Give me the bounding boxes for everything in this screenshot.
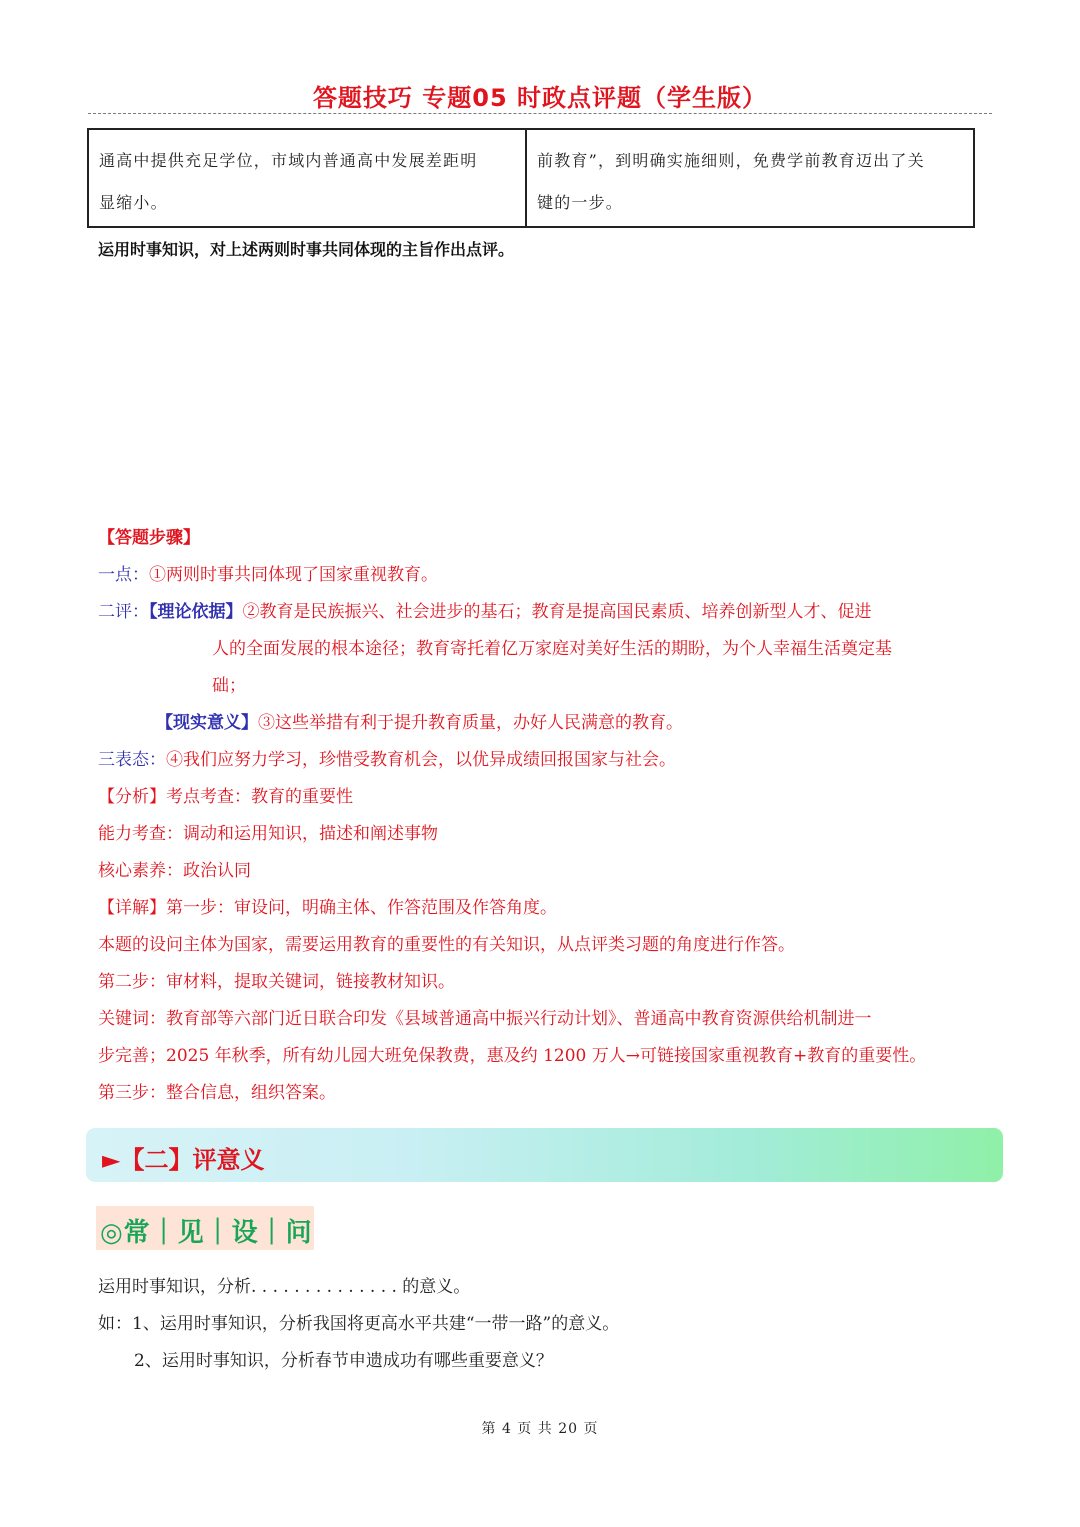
theory-line2: 人的全面发展的根本途径；教育寄托着亿万家庭对美好生活的期盼，为个人幸福生活奠定基 [212,639,892,659]
common-questions-tag [96,1206,314,1250]
xiangjie-label: 【详解】 [98,898,166,918]
xiangjie-text: 第一步：审设问，明确主体、作答范围及作答角度。 [166,898,557,918]
steps-heading: 【答题步骤】 [98,528,200,548]
table-cell-right-line1: 前教育”，到明确实施细则，免费学前教育迈出了关 [537,151,925,170]
question-prompt: 运用时事知识，对上述两则时事共同体现的主旨作出点评。 [98,240,515,259]
reality-label: 【现实意义】 [156,713,258,733]
yidian-label: 一点： [98,565,149,585]
section-banner-title: ►【二】评意义 [102,1146,265,1174]
analysis-line [98,779,353,816]
theory-line1: ②教育是民族振兴、社会进步的基石；教育是提高国民素质、培养创新型人才、促进 [242,602,872,622]
yidian-text: ①两则时事共同体现了国家重视教育。 [149,565,438,585]
sanbiao-text: ④我们应努力学习，珍惜受教育机会，以优异成绩回报国家与社会。 [166,750,676,770]
table-cell-left-line2: 显缩小。 [99,193,168,212]
detail-line [98,890,557,927]
question-example-2: 2、运用时事知识，分析春节申遗成功有哪些重要意义？ [134,1351,553,1371]
keywords-line1: 关键词：教育部等六部门近日联合印发《县域普通高中振兴行动计划》、普通高中教育资源供给机制进一 [98,1009,872,1029]
fenxi-label: 【分析】 [98,787,166,807]
subject-line: 本题的设问主体为国家，需要运用教育的重要性的有关知识，从点评类习题的角度进行作答。 [98,935,795,955]
step-sanbiao [98,742,676,779]
erping-label: 二评： [98,602,149,622]
header-divider [88,113,992,114]
table-cell-left-line1: 通高中提供充足学位，市域内普通高中发展差距明 [99,151,478,170]
sanbiao-label: 三表态： [98,750,166,770]
question-template: 运用时事知识，分析. . . . . . . . . . . . . . 的意义。 [98,1277,471,1297]
ability-line: 能力考查：调动和运用知识，描述和阐述事物 [98,824,438,844]
table-cell-right-line2: 键的一步。 [537,193,624,212]
reality-text: ③这些举措有利于提升教育质量，办好人民满意的教育。 [258,713,683,733]
theory-line3: 础； [212,676,246,696]
step-erping [98,594,872,631]
document-title: 答题技巧 专题05 时政点评题（学生版） [312,84,768,112]
news-table [87,128,975,228]
core-line: 核心素养：政治认同 [98,861,251,881]
theory-label: 【理论依据】 [149,602,243,622]
fenxi-text: 考点考查：教育的重要性 [166,787,353,807]
page-footer: 第 4 页 共 20 页 [481,1421,599,1437]
common-questions-tag-text: ◎常｜见｜设｜问 [100,1218,313,1248]
question-example-1: 如：1、运用时事知识，分析我国将更高水平共建“一带一路”的意义。 [98,1314,620,1334]
step3-line: 第三步：整合信息，组织答案。 [98,1083,336,1103]
section-banner [86,1128,1003,1182]
step-yidian [98,557,438,594]
table-cell-right [527,130,973,226]
keywords-line2: 步完善；2025 年秋季，所有幼儿园大班免保教费，惠及约 1200 万人→可链接国家重视教育+教育的重要性。 [98,1046,927,1066]
table-cell-left [89,130,527,226]
step2-line: 第二步：审材料，提取关键词，链接教材知识。 [98,972,455,992]
step-reality [156,705,683,742]
